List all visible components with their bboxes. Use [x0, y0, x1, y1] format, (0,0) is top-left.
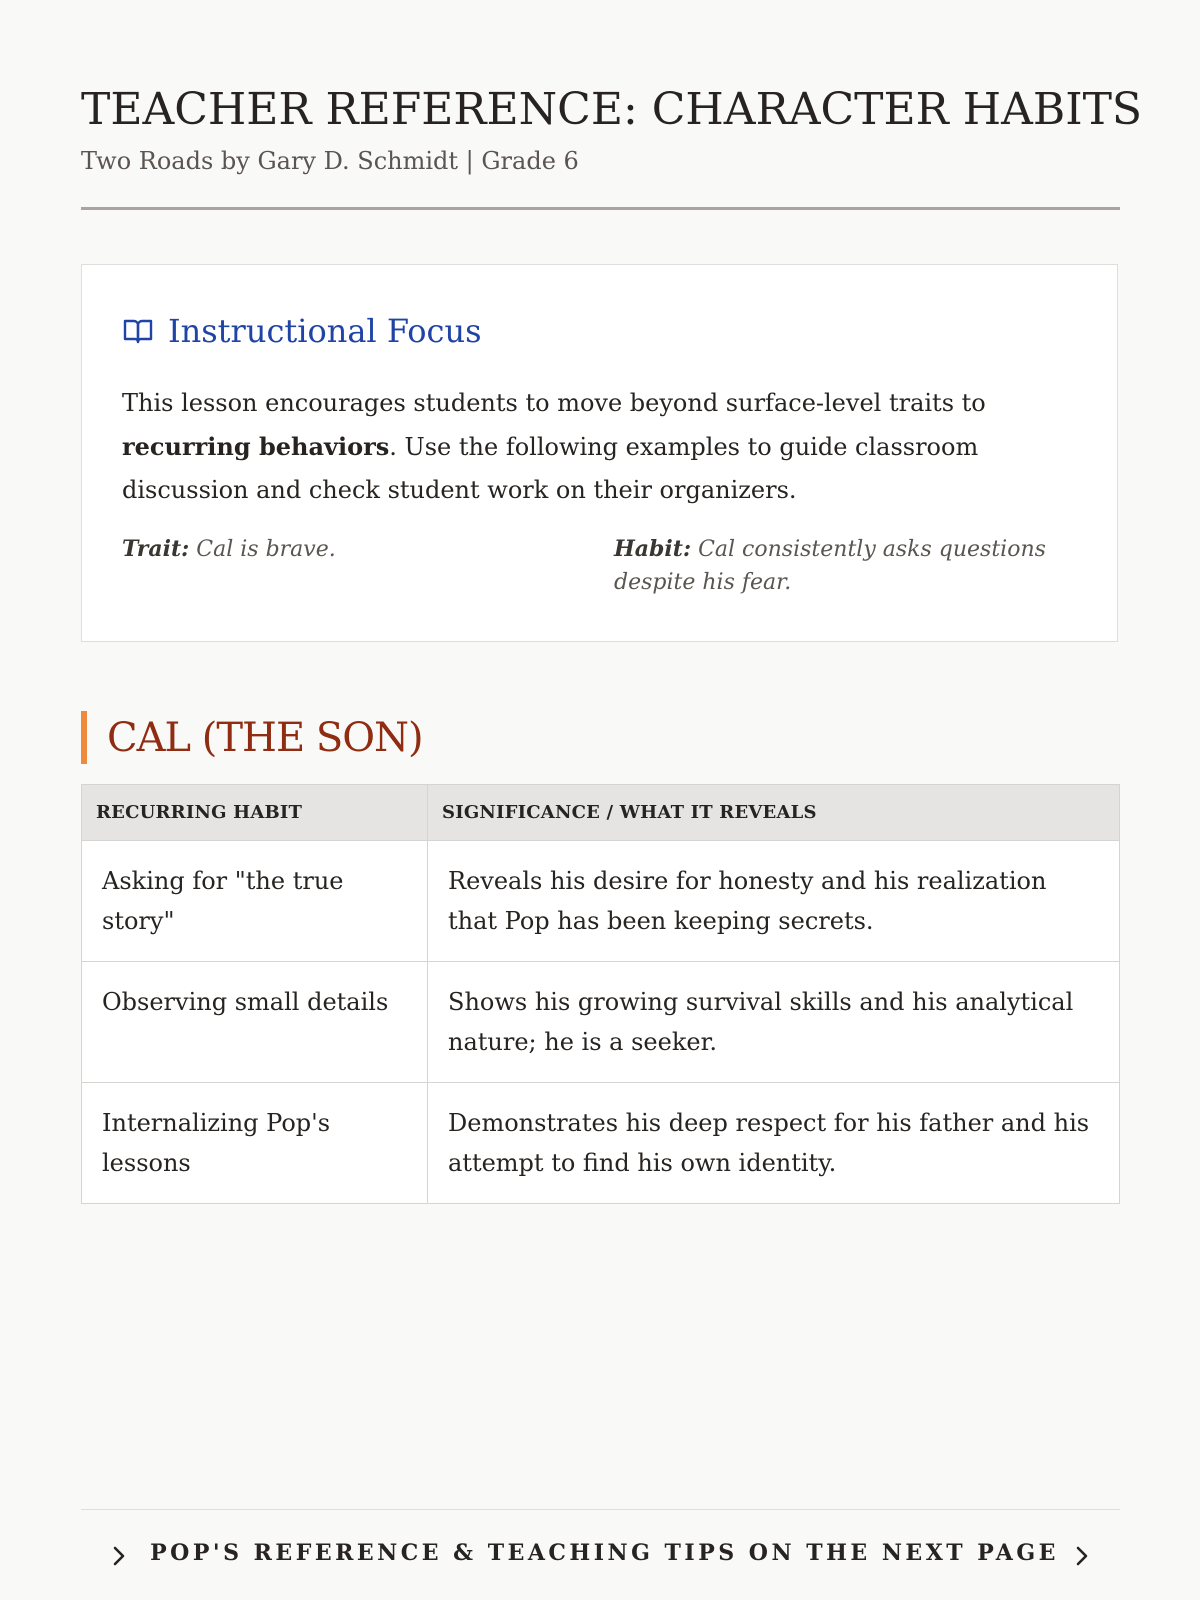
habit-cell: Internalizing Pop's lessons [82, 1083, 428, 1204]
instructional-focus-heading [122, 311, 481, 351]
chevron-right-icon [1073, 1541, 1091, 1565]
focus-heading-label: Instructional Focus [168, 312, 482, 350]
table-header-row [82, 785, 1120, 841]
significance-cell: Demonstrates his deep respect for his father and his attempt to find his own identity. [428, 1083, 1120, 1204]
footer-divider [81, 1509, 1120, 1510]
focus-body-intro: This lesson encourages students to move beyond surface-level traits to [122, 389, 986, 417]
book-open-icon [122, 315, 154, 347]
next-page-link-label: POP'S REFERENCE & TEACHING TIPS ON THE NEXT PAGE [150, 1540, 1059, 1566]
next-page-link[interactable] [81, 1533, 1120, 1573]
table-row [82, 962, 1120, 1083]
page-title: TEACHER REFERENCE: CHARACTER HABITS [81, 84, 1143, 135]
instructional-focus-card [81, 264, 1118, 642]
habit-label: Habit: [614, 536, 692, 562]
title-divider [81, 207, 1120, 210]
trait-label: Trait: [122, 536, 190, 562]
column-header-habit: RECURRING HABIT [82, 785, 428, 841]
character-section-heading [81, 711, 423, 764]
trait-example [122, 533, 562, 566]
habit-text: Cal consistently asks questions despite his fear. [614, 537, 1046, 595]
focus-description [122, 382, 1082, 512]
habit-example [614, 533, 1054, 599]
column-header-significance: SIGNIFICANCE / WHAT IT REVEALS [428, 785, 1120, 841]
habit-cell: Asking for "the true story" [82, 841, 428, 962]
character-name-heading: CAL (THE SON) [107, 714, 423, 761]
habits-table [81, 784, 1120, 1204]
habit-cell: Observing small details [82, 962, 428, 1083]
table-row [82, 1083, 1120, 1204]
significance-cell: Shows his growing survival skills and his analytical nature; he is a seeker. [428, 962, 1120, 1083]
trait-text: Cal is brave. [196, 537, 336, 562]
chevron-right-icon [110, 1541, 128, 1565]
table-row [82, 841, 1120, 962]
page-subtitle: Two Roads by Gary D. Schmidt | Grade 6 [81, 147, 579, 175]
focus-body-emphasis: recurring behaviors [122, 432, 390, 461]
focus-body-rest: . Use the following examples to guide classroom discussion and check student work on their organizers. [122, 433, 979, 504]
significance-cell: Reveals his desire for honesty and his realization that Pop has been keeping secrets. [428, 841, 1120, 962]
